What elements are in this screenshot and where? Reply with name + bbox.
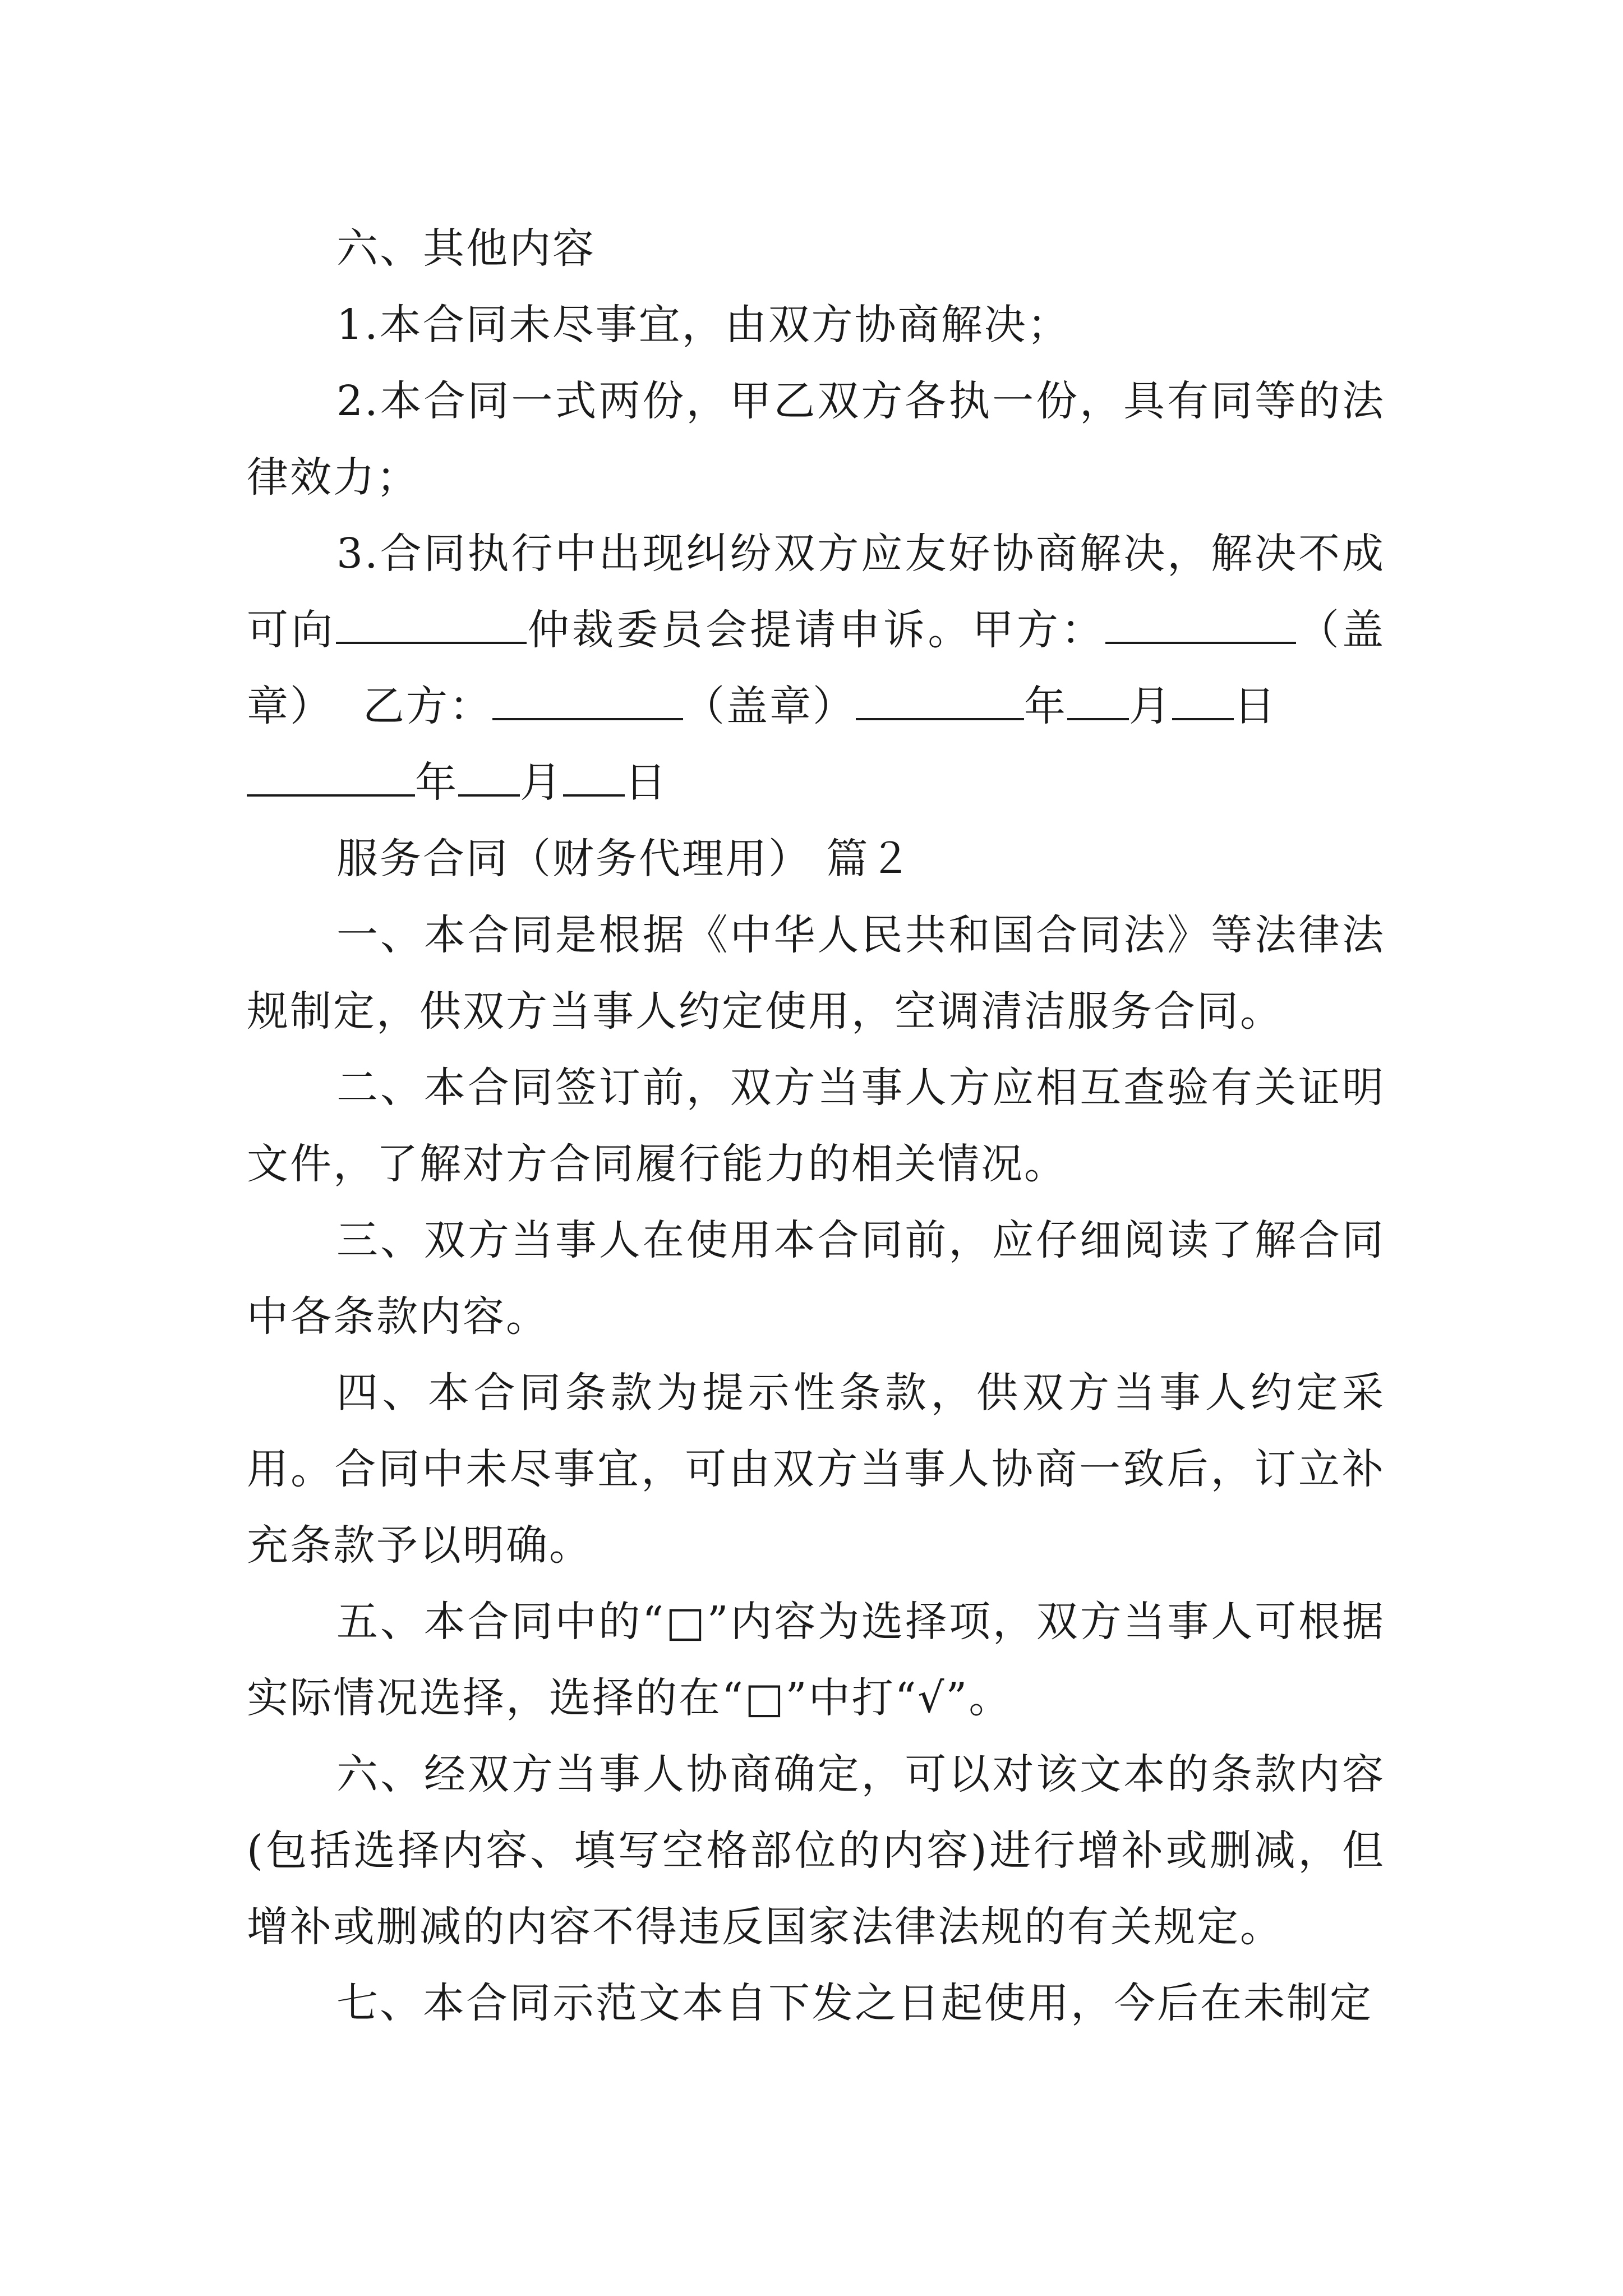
year-blank <box>856 679 1024 720</box>
section-heading-other: 六、其他内容 <box>336 224 596 273</box>
month-blank <box>1067 679 1129 720</box>
clause-two: 二、本合同签订前，双方当事人方应相互查验有关证明文件，了解对方合同履行能力的相关情况。 <box>247 1064 1385 1188</box>
second-date-line <box>247 744 1385 821</box>
second-day-blank <box>563 755 625 797</box>
clause-five: 五、本合同中的“□”内容为选择项，双方当事人可根据实际情况选择，选择的在“□”中打“√”。 <box>247 1598 1385 1722</box>
clause-four: 四、本合同条款为提示性条款，供双方当事人约定采用。合同中未尽事宜，可由双方当事人协商一致后，订立补充条款予以明确。 <box>247 1369 1385 1570</box>
month-label: 月 <box>1129 682 1173 730</box>
clause-one: 一、本合同是根据《中华人民共和国合同法》等法律法规制定，供双方当事人约定使用，空调清洁服务合同。 <box>247 911 1385 1036</box>
clause-1: 1.本合同未尽事宜，由双方协商解决； <box>336 301 1071 349</box>
day-label: 日 <box>1234 682 1278 730</box>
arbitration-committee: 仲裁委员会提请申诉。甲方： <box>526 606 1106 654</box>
clause-seven: 七、本合同示范文本自下发之日起使用，今后在未制定 <box>336 1979 1373 2027</box>
day-blank <box>1172 679 1234 720</box>
year-label: 年 <box>1024 682 1068 730</box>
second-month-blank <box>458 755 520 797</box>
second-month-label: 月 <box>520 758 563 807</box>
second-year-label: 年 <box>415 758 458 807</box>
document-body <box>247 210 1385 2041</box>
section-title: 服务合同（财务代理用） 篇２ <box>336 835 913 883</box>
second-year-blank <box>247 755 415 797</box>
second-day-label: 日 <box>625 758 668 807</box>
party-b-label: 乙方： <box>363 682 493 730</box>
arbitration-blank <box>336 602 527 644</box>
clause-three: 三、双方当事人在使用本合同前，应仔细阅读了解合同中各条款内容。 <box>247 1216 1385 1341</box>
party-b-seal: （盖章） <box>683 682 856 730</box>
party-a-blank <box>1105 602 1296 644</box>
party-a-seal: （盖章） <box>247 606 1386 730</box>
party-b-blank <box>492 679 683 720</box>
clause-2: 2.本合同一式两份，甲乙双方各执一份，具有同等的法律效力； <box>247 377 1385 501</box>
clause-3-arbitration <box>247 516 1385 744</box>
clause-six: 六、经双方当事人协商确定，可以对该文本的条款内容(包括选择内容、填写空格部位的内容)进行增补或删减，但增补或删减的内容不得违反国家法律法规的有关规定。 <box>247 1750 1385 1951</box>
arbitration-prefix: 3.合同执行中出现纠纷双方应友好协商解决，解决不成可向 <box>247 530 1385 654</box>
